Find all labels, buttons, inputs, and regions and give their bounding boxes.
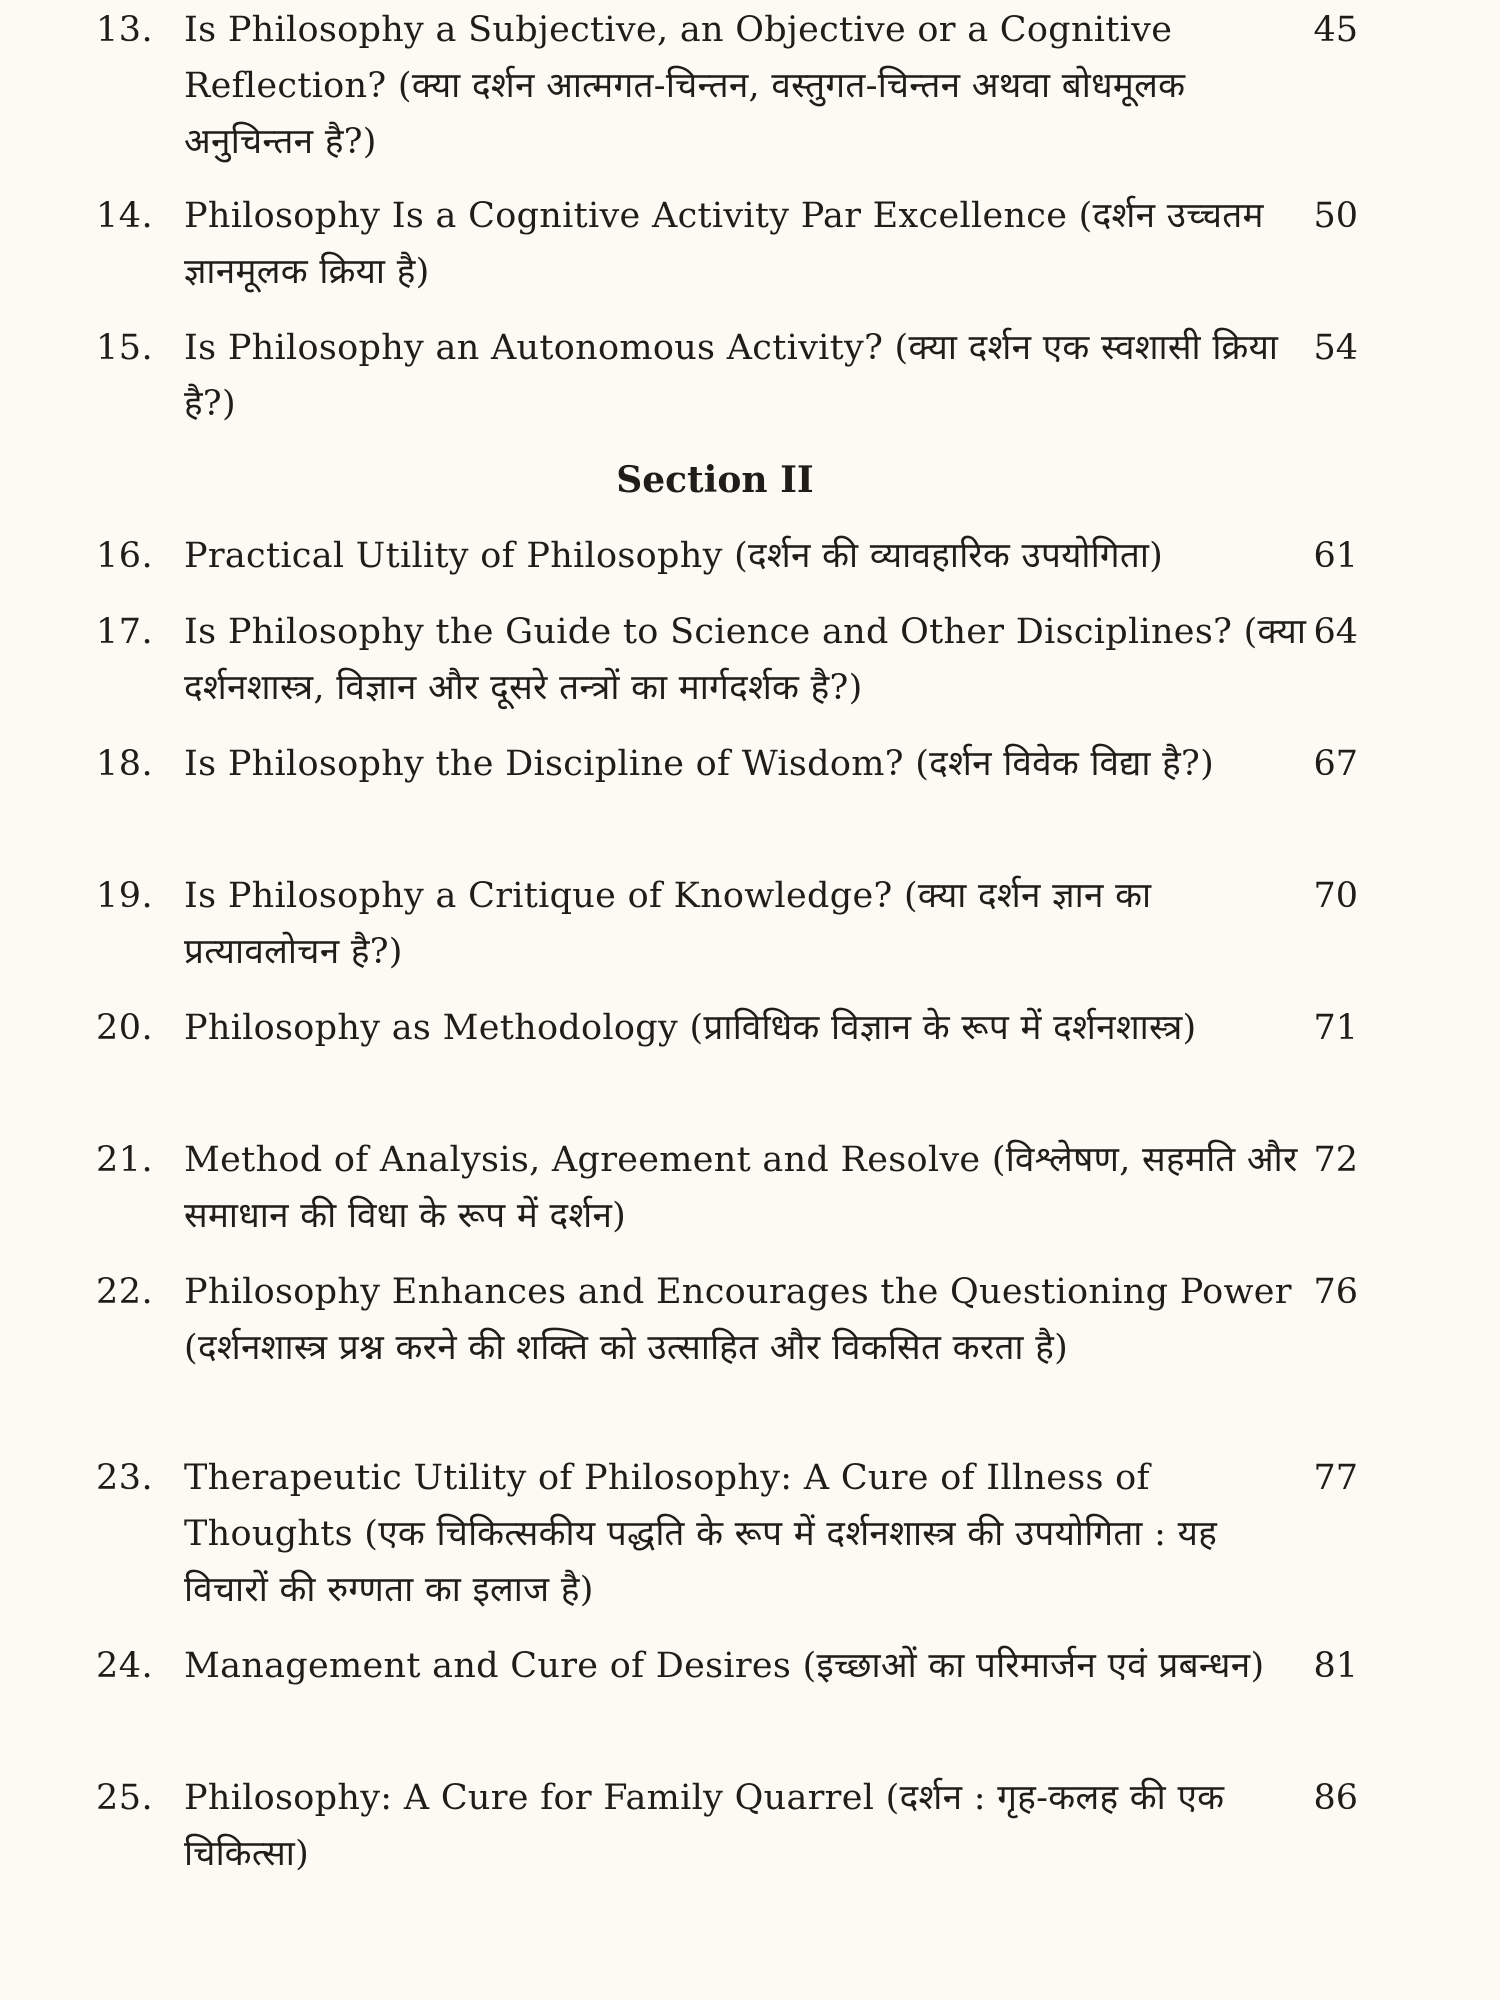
entry-title: Is Philosophy an Autonomous Activity? (क्या दर्शन एक स्वशासी क्रिया है?): [184, 328, 1279, 424]
entry-number: 21.: [96, 1140, 154, 1180]
entry-page-number: 54: [1313, 328, 1358, 368]
entry-page-number: 61: [1313, 536, 1358, 576]
entry-page-number: 71: [1313, 1008, 1358, 1048]
entry-number: 20.: [96, 1008, 154, 1048]
entry-title: Is Philosophy a Subjective, an Objective or a Cognitive Reflection? (क्या दर्शन आत्मगत-चिन्तन, वस्तुगत-चिन्तन अथवा बोधमूलक अनुचिन्तन है?): [184, 10, 1186, 162]
entry-title: Is Philosophy a Critique of Knowledge? (क्या दर्शन ज्ञान का प्रत्यावलोचन है?): [184, 876, 1152, 972]
entry-title: Method of Analysis, Agreement and Resolve (विश्लेषण, सहमति और समाधान की विधा के रूप में दर्शन): [184, 1140, 1298, 1236]
entry-number: 17.: [96, 612, 154, 652]
entry-title: Management and Cure of Desires (इच्छाओं का परिमार्जन एवं प्रबन्धन): [184, 1646, 1265, 1686]
entry-page-number: 64: [1313, 612, 1358, 652]
entry-page-number: 45: [1313, 10, 1358, 50]
entry-page-number: 70: [1313, 876, 1358, 916]
entry-number: 15.: [96, 328, 154, 368]
entry-page-number: 76: [1313, 1272, 1358, 1312]
entry-number: 25.: [96, 1778, 154, 1818]
entry-number: 19.: [96, 876, 154, 916]
entry-page-number: 86: [1313, 1778, 1358, 1818]
entry-number: 18.: [96, 744, 154, 784]
entry-page-number: 77: [1313, 1458, 1358, 1498]
entry-page-number: 72: [1313, 1140, 1358, 1180]
entry-number: 13.: [96, 10, 154, 50]
entry-title: Is Philosophy the Discipline of Wisdom? (दर्शन विवेक विद्या है?): [184, 744, 1215, 784]
entry-number: 14.: [96, 196, 154, 236]
entry-title: Philosophy Enhances and Encourages the Questioning Power (दर्शनशास्त्र प्रश्न करने की शक्ति को उत्साहित और विकसित करता है): [184, 1272, 1292, 1368]
entry-number: 24.: [96, 1646, 154, 1686]
entry-title: Is Philosophy the Guide to Science and Other Disciplines? (क्या दर्शनशास्त्र, विज्ञान और दूसरे तन्त्रों का मार्गदर्शक है?): [184, 612, 1307, 708]
entry-title: Practical Utility of Philosophy (दर्शन की व्यावहारिक उपयोगिता): [184, 536, 1164, 576]
entry-title: Philosophy Is a Cognitive Activity Par Excellence (दर्शन उच्चतम ज्ञानमूलक क्रिया है): [184, 196, 1264, 292]
entry-page-number: 67: [1313, 744, 1358, 784]
entry-number: 16.: [96, 536, 154, 576]
entry-page-number: 50: [1313, 196, 1358, 236]
section-heading: Section II: [616, 459, 814, 501]
entry-number: 23.: [96, 1458, 154, 1498]
entry-page-number: 81: [1313, 1646, 1358, 1686]
entry-title: Therapeutic Utility of Philosophy: A Cure of Illness of Thoughts (एक चिकित्सकीय पद्धति के रूप में दर्शनशास्त्र की उपयोगिता : यह विचारों की रुग्णता का इलाज है): [184, 1458, 1218, 1610]
entry-title: Philosophy as Methodology (प्राविधिक विज्ञान के रूप में दर्शनशास्त्र): [184, 1008, 1197, 1048]
entry-title: Philosophy: A Cure for Family Quarrel (दर्शन : गृह-कलह की एक चिकित्सा): [184, 1778, 1225, 1874]
entry-number: 22.: [96, 1272, 154, 1312]
